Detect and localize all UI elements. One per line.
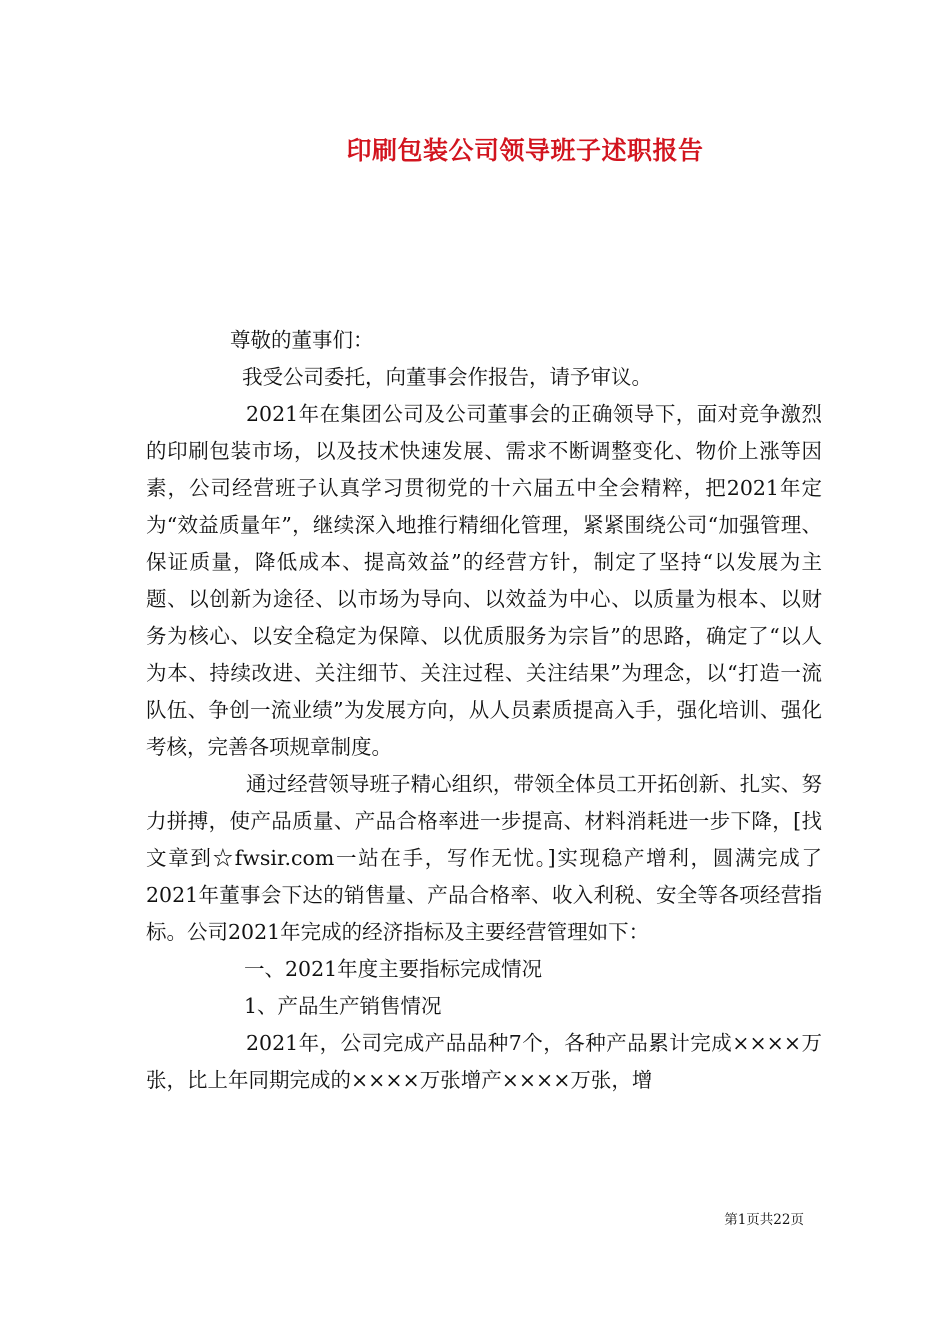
document-title: 印刷包装公司领导班子述职报告 (346, 136, 704, 165)
section-heading: 一、2021年度主要指标完成情况 (244, 957, 543, 981)
subsection-heading: 1、产品生产销售情况 (244, 994, 442, 1018)
paragraph-production: 2021年，公司完成产品品种7个，各种产品累计完成××××万张，比上年同期完成的××××万张增产××××万张，增 (146, 1031, 822, 1092)
page-number: 第1页共22页 (724, 1212, 804, 1228)
document-body (146, 322, 822, 1099)
paragraph-intro: 我受公司委托，向董事会作报告，请予审议。 (242, 365, 652, 389)
paragraph-overview: 2021年在集团公司及公司董事会的正确领导下，面对竞争激烈的印刷包装市场，以及技术快速发展、需求不断调整变化、物价上涨等因素，公司经营班子认真学习贯彻党的十六届五中全会精粹，把2021年定为“效益质量年”，继续深入地推行精细化管理，紧紧围绕公司“加强管理、保证质量，降低成本、提高效益”的经营方针，制定了坚持“以发展为主题、以创新为途径、以市场为导向、以效益为中心、以质量为根本、以财务为核心、以安全稳定为保障、以优质服务为宗旨”的思路，确定了“以人为本、持续改进、关注细节、关注过程、关注结果”为理念，以“打造一流队伍、争创一流业绩”为发展方向，从人员素质提高入手，强化培训、强化考核，完善各项规章制度。 (146, 402, 822, 759)
paragraph-achievements: 通过经营领导班子精心组织，带领全体员工开拓创新、扎实、努力拼搏，使产品质量、产品合格率进一步提高、材料消耗进一步下降，[找文章到☆fwsir.com一站在手，写作无忧。]实现稳产增利，圆满完成了2021年董事会下达的销售量、产品合格率、收入利税、安全等各项经营指标。公司2021年完成的经济指标及主要经营管理如下： (146, 772, 822, 944)
salutation: 尊敬的董事们： (230, 328, 374, 352)
